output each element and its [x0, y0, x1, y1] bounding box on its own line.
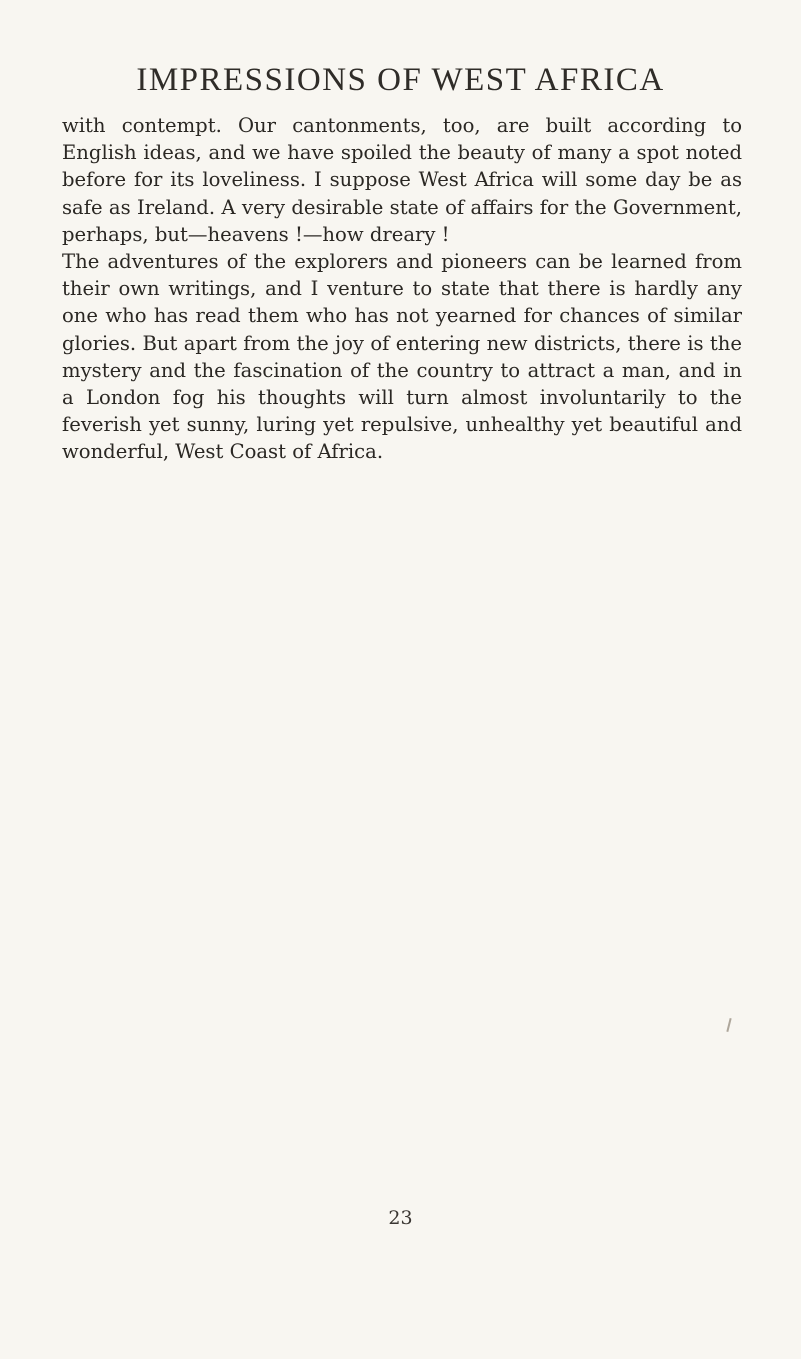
running-head: IMPRESSIONS OF WEST AFRICA	[136, 62, 665, 98]
page-number: 23	[388, 1207, 413, 1229]
paragraph: The adventures of the explorers and pioneers can be learned from their own writings, and I venture to state that there is hardly any one who has read them who has not yearned for chances of similar glories. But apart from the joy of entering new districts, there is the mystery and the fascination of the country to attract a man, and in a London fog his thoughts will turn almost involuntarily to the feverish yet sunny, luring yet repulsive, unhealthy yet beautiful and wonderful, West Coast of Africa.	[62, 250, 742, 464]
paper-speck	[726, 1018, 731, 1032]
body-text	[62, 112, 742, 466]
paragraph: with contempt. Our cantonments, too, are built according to English ideas, and we have spoiled the beauty of many a spot noted before for its loveliness. I suppose West Africa will some day be as safe as Ireland. A very desirable state of affairs for the Government, perhaps, but—heavens !—how dreary !	[62, 114, 742, 246]
